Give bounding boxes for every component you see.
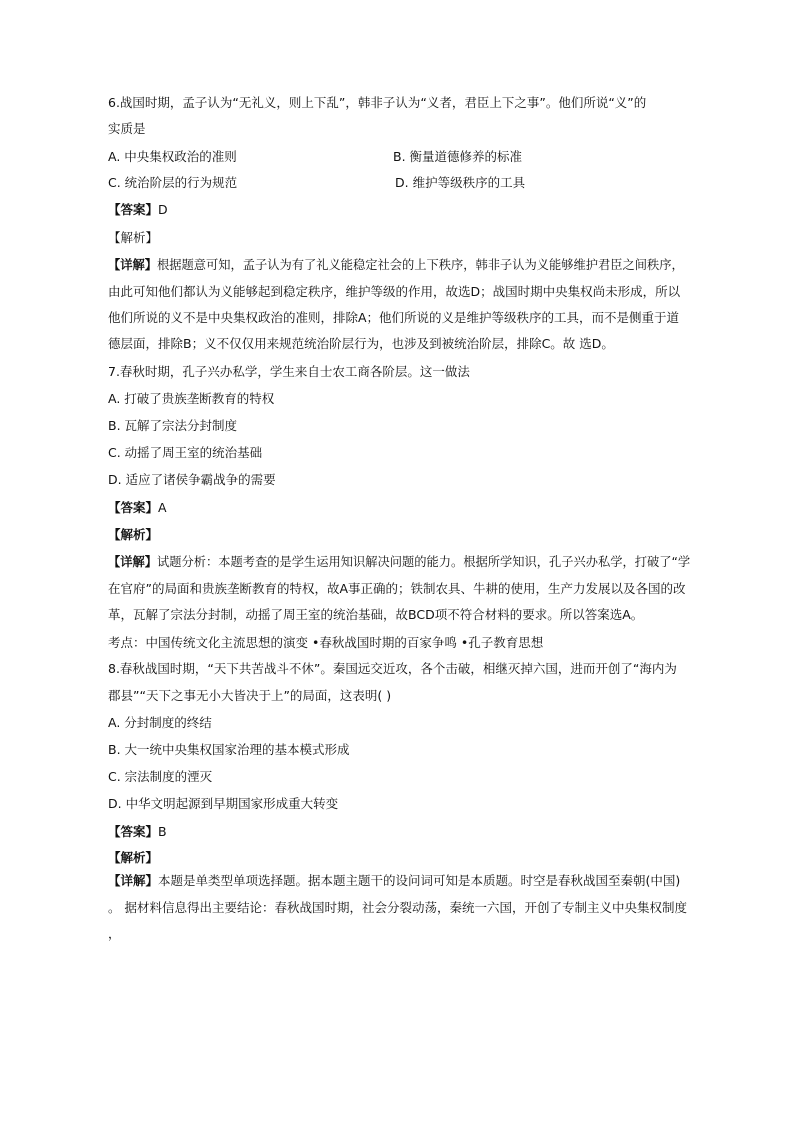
q6-stem-line2: 实质是 (108, 121, 146, 136)
q6-detail-line2: 由此可知他们都认为义能够起到稳定秩序，维护等级的作用，故选D；战国时期中央集权尚未形成，所以 (108, 284, 681, 299)
q8-stem-line2: 郡县”“天下之事无小大皆决于上”的局面，这表明( ) (108, 688, 392, 703)
q8-answer-value: B (158, 824, 167, 839)
q6-answer (108, 202, 168, 218)
q7-option-c: C. 动摇了周王室的统治基础 (108, 445, 263, 460)
q8-stem-line1: 8.春秋战国时期，“天下共苦战斗不休”。秦国远交近攻，各个击破，相继灭掉六国，进而开创了“海内为 (108, 661, 677, 676)
q6-analysis-tag: 【解析】 (108, 230, 159, 245)
q8-answer-tag: 【答案】 (108, 824, 159, 839)
q7-answer-tag: 【答案】 (108, 500, 159, 515)
q7-option-b: B. 瓦解了宗法分封制度 (108, 418, 238, 433)
q8-option-d: D. 中华文明起源到早期国家形成重大转变 (108, 796, 339, 811)
q6-detail-line1 (108, 257, 684, 273)
q7-option-a: A. 打破了贵族垄断教育的特权 (108, 391, 275, 406)
q8-detail-line2: 。 据材料信息得出主要结论：春秋战国时期，社会分裂动荡，秦统一六国，开创了专制主义中央集权制度 (108, 900, 687, 915)
q6-answer-tag: 【答案】 (108, 202, 159, 217)
q6-option-c: C. 统治阶层的行为规范 (108, 175, 238, 190)
q6-answer-value: D (158, 202, 168, 217)
q7-analysis-tag: 【解析】 (108, 527, 159, 542)
q8-detail-line3: ， (108, 926, 121, 941)
q6-detail-tag: 【详解】 (108, 258, 157, 272)
q8-option-a: A. 分封制度的终结 (108, 715, 212, 730)
q8-option-c: C. 宗法制度的湮灭 (108, 769, 213, 784)
q6-detail-line4: 德层面，排除B；义不仅仅用来规范统治阶层行为，也涉及到被统治阶层，排除C。故 选D。 (108, 336, 614, 351)
q7-option-d: D. 适应了诸侯争霸战争的需要 (108, 472, 276, 487)
q8-option-b: B. 大一统中央集权国家治理的基本模式形成 (108, 742, 350, 757)
q6-option-b: B. 衡量道德修养的标准 (393, 149, 523, 164)
q7-stem: 7.春秋时期，孔子兴办私学，学生来自士农工商各阶层。这一做法 (108, 364, 470, 379)
q7-detail-tag: 【详解】 (108, 555, 157, 569)
q6-option-d: D. 维护等级秩序的工具 (395, 175, 526, 190)
q7-answer (108, 500, 167, 516)
q6-option-a: A. 中央集权政治的准则 (108, 149, 237, 164)
q7-detail-line1 (108, 554, 690, 570)
q8-detail-tag: 【详解】 (108, 873, 159, 888)
q6-detail-line3: 他们所说的义不是中央集权政治的准则，排除A；他们所说的义是维护等级秩序的工具，而不是侧重于道 (108, 310, 680, 325)
q7-detail-line2: 在官府”的局面和贵族垄断教育的特权，故A事正确的；铁制农具、牛耕的使用，生产力发展以及各国的改 (108, 581, 686, 596)
q8-detail-line1 (108, 873, 680, 889)
q8-analysis-tag: 【解析】 (108, 850, 159, 865)
q8-detail-text1: 本题是单类型单项选择题。据本题主题干的设问词可知是本质题。时空是春秋战国至秦朝(中国) (158, 873, 681, 888)
q6-stem-line1: 6.战国时期，孟子认为“无礼义，则上下乱”，韩非子认为“义者，君臣上下之事”。他们所说“义”的 (108, 95, 647, 110)
q7-detail-line3: 革，瓦解了宗法分封制，动摇了周王室的统治基础，故BCD项不符合材料的要求。所以答案选A。 (108, 607, 644, 622)
q7-answer-value: A (158, 500, 167, 515)
q8-answer (108, 824, 167, 840)
q7-detail-text1: 试题分析：本题考查的是学生运用知识解决问题的能力。根据所学知识，孔子兴办私学，打破了“学 (157, 555, 691, 569)
q6-detail-text1: 根据题意可知，孟子认为有了礼义能稳定社会的上下秩序，韩非子认为义能够维护君臣之间秩序， (157, 258, 684, 272)
q7-kaodian: 考点：中国传统文化主流思想的演变 •春秋战国时期的百家争鸣 •孔子教育思想 (108, 635, 544, 650)
